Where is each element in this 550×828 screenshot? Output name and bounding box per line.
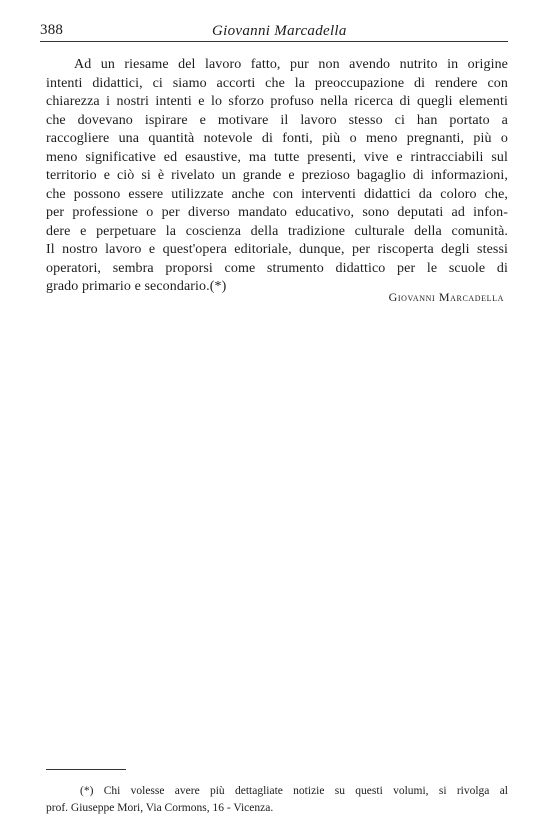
body-line: grado primario e secondario.(*) — [46, 279, 227, 294]
body-line: territorio e ciò si è rivelato un grande e prezioso bagaglio di informazioni, — [46, 168, 508, 183]
body-line: che possono essere utilizzate anche con interventi didattici da coloro che, — [46, 186, 508, 202]
footnote-rule — [46, 769, 126, 770]
footnote — [46, 783, 508, 817]
body-line: per professione o per diverso mandato educativo, sono deputati ad infon- — [46, 205, 508, 220]
body-line: Ad un riesame del lavoro fatto, pur non avendo nutrito in origine — [74, 57, 508, 72]
body-line: intenti didattici, ci siamo accorti che la preoccupazione di rendere con — [46, 75, 508, 91]
running-head: Giovanni Marcadella — [212, 23, 347, 39]
footnote-line: (*) Chi volesse avere più dettagliate notizie su questi volumi, si rivolga al — [80, 785, 508, 797]
body-line: chiarezza i nostri intenti e lo sforzo profuso nella ricerca di quegli elementi — [46, 94, 508, 109]
author-signature: Giovanni Marcadella — [388, 290, 504, 304]
page-header — [0, 0, 550, 48]
body-line: raccogliere una quantità notevole di fonti, più o meno pregnanti, più o — [46, 131, 508, 146]
body-line: operatori, sembra proporsi come strumento didattico per le scuole di — [46, 260, 508, 276]
body-paragraph — [46, 56, 508, 297]
body-line: meno significative ed esaustive, ma tutte presenti, vive e rintracciabili sul — [46, 149, 508, 165]
footnote-line: prof. Giuseppe Mori, Via Cormons, 16 - Vicenza. — [46, 802, 274, 814]
header-rule — [40, 41, 508, 42]
page-number: 388 — [40, 22, 64, 38]
body-line: Il nostro lavoro e quest'opera editoriale, dunque, per riscoperta degli stessi — [46, 242, 508, 257]
body-line: che dovevano ispirare e motivare il lavoro stesso ci han portato a — [46, 112, 508, 128]
body-line: dere e perpetuare la coscienza della tradizione culturale della comunità. — [46, 223, 508, 239]
